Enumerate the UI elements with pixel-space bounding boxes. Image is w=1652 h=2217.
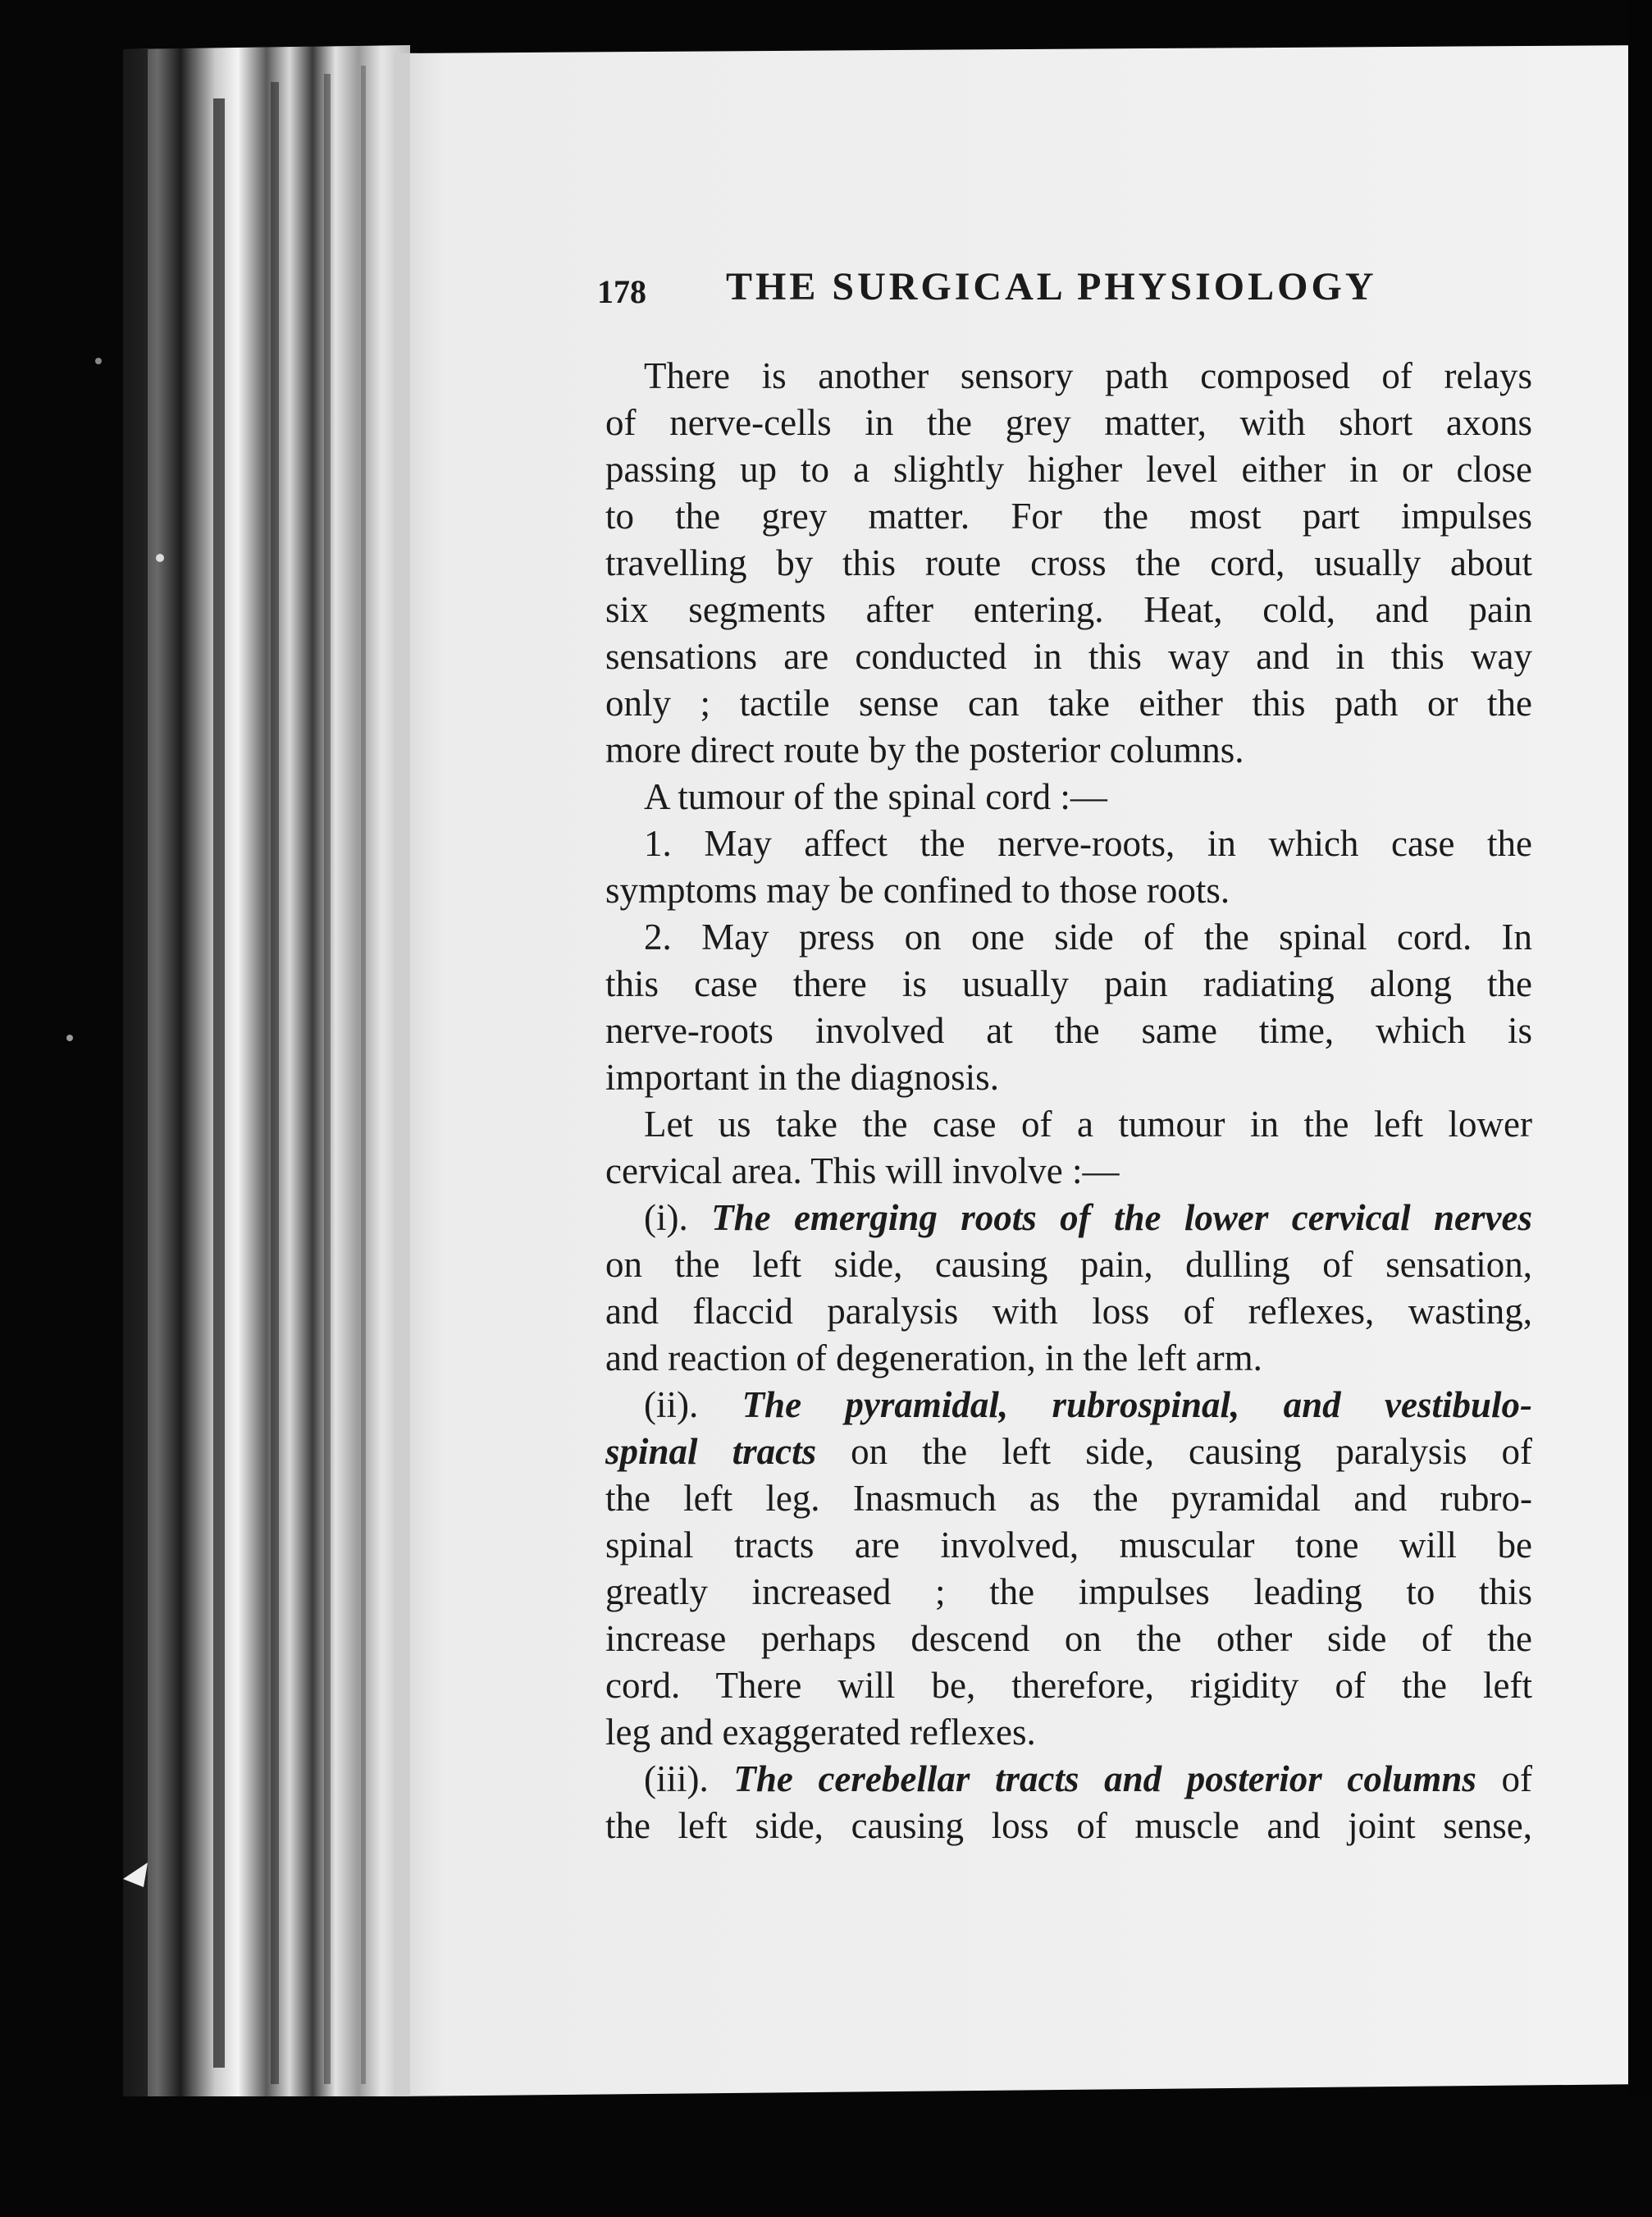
text-line: There is another sensory path composed of relays <box>644 355 1532 396</box>
text-line: this case there is usually pain radiating along the <box>605 963 1532 1004</box>
text-line: passing up to a slightly higher level either in or close <box>605 449 1532 490</box>
text-line: more direct route by the posterior columns. <box>605 729 1244 770</box>
text-line: A tumour of the spinal cord :— <box>644 776 1107 817</box>
text-line: cervical area. This will involve :— <box>605 1150 1120 1191</box>
text-line: 1. May affect the nerve-roots, in which case the <box>644 823 1532 864</box>
text-line: and reaction of degeneration, in the left arm. <box>605 1337 1262 1378</box>
text-line: symptoms may be confined to those roots. <box>605 870 1230 911</box>
text-line: 2. May press on one side of the spinal cord. In <box>644 917 1532 958</box>
text-line: only ; tactile sense can take either this path or the <box>605 683 1532 724</box>
text-line: on the left side, causing pain, dulling of sensation, <box>605 1244 1532 1285</box>
text-line: Let us take the case of a tumour in the left lower <box>644 1104 1532 1145</box>
text-line: travelling by this route cross the cord, usually about <box>605 542 1532 583</box>
text-line: sensations are conducted in this way and in this way <box>605 636 1532 677</box>
text-line: to the grey matter. For the most part impulses <box>605 496 1532 537</box>
text-line: leg and exaggerated reflexes. <box>605 1712 1036 1753</box>
text-line: nerve-roots involved at the same time, which is <box>605 1010 1532 1051</box>
page-header <box>597 264 1403 322</box>
text-line: important in the diagnosis. <box>605 1057 999 1098</box>
text-line: increase perhaps descend on the other side of the <box>605 1618 1532 1659</box>
running-head: THE SURGICAL PHYSIOLOGY <box>726 265 1377 309</box>
text-line: the left leg. Inasmuch as the pyramidal and rubro- <box>605 1478 1532 1519</box>
text-line: spinal tracts on the left side, causing paralysis of <box>605 1431 1532 1472</box>
text-line: cord. There will be, therefore, rigidity of the left <box>605 1665 1532 1706</box>
text-line: (ii). The pyramidal, rubrospinal, and vestibulo- <box>644 1384 1532 1425</box>
text-line: spinal tracts are involved, muscular tone will be <box>605 1524 1532 1566</box>
text-line: greatly increased ; the impulses leading to this <box>605 1571 1532 1612</box>
text-line: of nerve-cells in the grey matter, with short axons <box>605 402 1532 443</box>
text-line: (iii). The cerebellar tracts and posterior columns of <box>644 1758 1532 1799</box>
text-line: and flaccid paralysis with loss of reflexes, wasting, <box>605 1291 1532 1332</box>
text-line: (i). The emerging roots of the lower cervical nerves <box>644 1197 1532 1238</box>
text-line: six segments after entering. Heat, cold, and pain <box>605 589 1532 630</box>
text-line: the left side, causing loss of muscle and joint sense, <box>605 1805 1532 1846</box>
page-number: 178 <box>597 273 646 310</box>
